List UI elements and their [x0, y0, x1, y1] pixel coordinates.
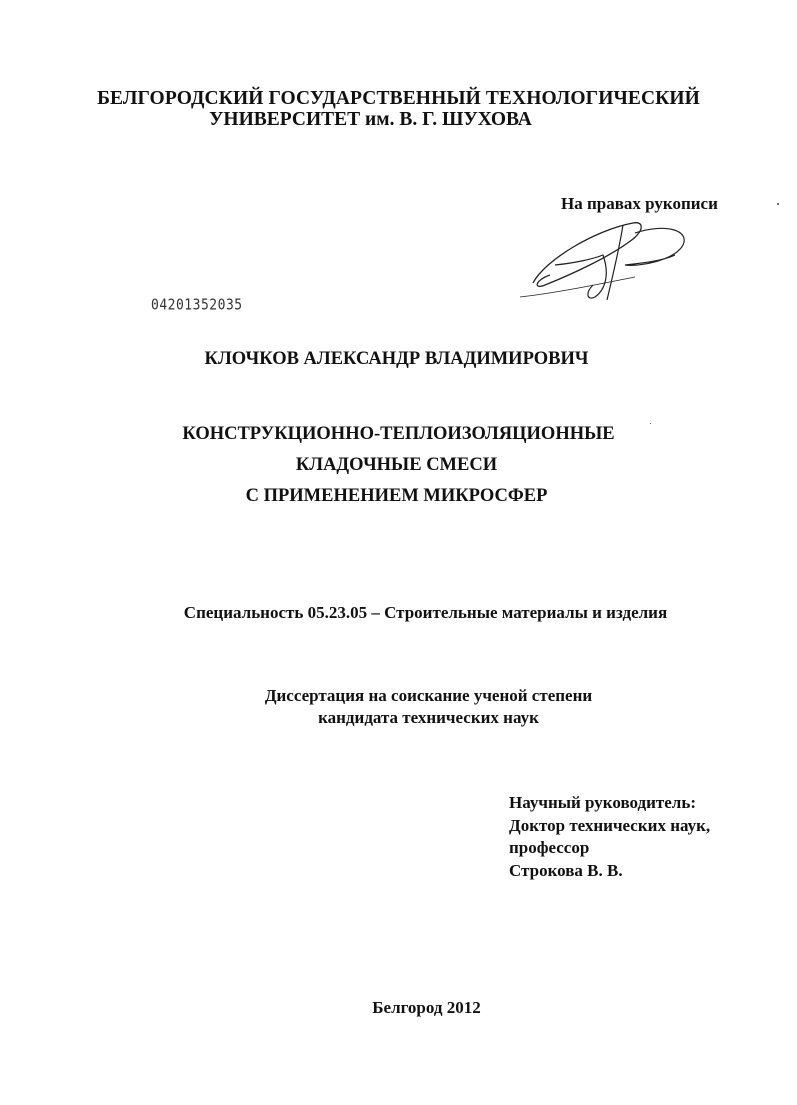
specialty-line: Специальность 05.23.05 – Строительные материалы и изделия [183, 603, 668, 622]
handwritten-signature [515, 205, 700, 305]
scan-speck [650, 423, 651, 424]
scientific-advisor-block [509, 792, 710, 882]
dissertation-degree-line2: кандидата технических наук [318, 708, 539, 727]
advisor-label: Научный руководитель: [509, 793, 696, 812]
thesis-title-line1: КОНСТРУКЦИОННО-ТЕПЛОИЗОЛЯЦИОННЫЕ [182, 424, 615, 444]
author-name: КЛОЧКОВ АЛЕКСАНДР ВЛАДИМИРОВИЧ [204, 349, 589, 369]
advisor-degree: Доктор технических наук, [509, 815, 711, 835]
manuscript-rights-note: На правах рукописи [561, 194, 718, 213]
thesis-title-line2: КЛАДОЧНЫЕ СМЕСИ [295, 455, 498, 475]
dissertation-degree-line1: Диссертация на соискание ученой степени [264, 686, 593, 705]
city-year: Белгород 2012 [372, 998, 481, 1017]
university-name-line1: БЕЛГОРОДСКИЙ ГОСУДАРСТВЕННЫЙ ТЕХНОЛОГИЧЕСКИЙ [97, 88, 700, 109]
advisor-rank: профессор [509, 838, 590, 857]
advisor-name: Строкова В. В. [509, 860, 623, 880]
document-number: 04201352035 [151, 296, 243, 315]
university-name-line2: УНИВЕРСИТЕТ им. В. Г. ШУХОВА [209, 109, 532, 130]
scan-speck [777, 203, 779, 205]
thesis-title-line3: С ПРИМЕНЕНИЕМ МИКРОСФЕР [245, 486, 548, 506]
